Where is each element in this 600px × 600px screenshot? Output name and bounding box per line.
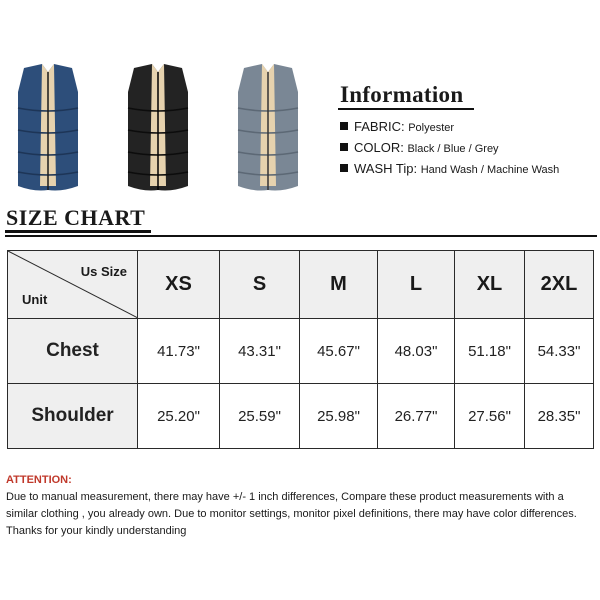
size-chart-divider xyxy=(5,235,597,237)
attention-text: Due to manual measurement, there may have +/- 1 inch differences, Compare these product measurements with a similar clothing , you already own. Due to monitor settings, monitor pixel definitions, there may have color differences. Thanks for your kindly understanding xyxy=(6,491,577,537)
table-cell: 45.67" xyxy=(300,319,378,384)
blue-vest-image xyxy=(2,58,94,194)
table-cell: 28.35" xyxy=(525,384,594,449)
wash-value: Hand Wash / Machine Wash xyxy=(420,164,560,176)
color-info xyxy=(340,140,499,155)
wash-info xyxy=(340,161,559,176)
grey-vest-image xyxy=(222,58,314,194)
size-header: XS xyxy=(138,251,220,319)
chest-row xyxy=(8,319,594,384)
corner-cell xyxy=(8,251,138,319)
wash-label: WASH Tip: xyxy=(354,161,418,176)
table-cell: 51.18" xyxy=(455,319,525,384)
table-cell: 41.73" xyxy=(138,319,220,384)
size-header-row xyxy=(8,251,594,319)
table-cell: 27.56" xyxy=(455,384,525,449)
us-size-label: Us Size xyxy=(80,264,127,279)
fabric-info xyxy=(340,119,454,134)
size-chart-title: SIZE CHART xyxy=(6,205,146,230)
color-value: Black / Blue / Grey xyxy=(407,143,499,155)
table-cell: 54.33" xyxy=(525,319,594,384)
information-title: Information xyxy=(340,82,464,107)
size-header: L xyxy=(378,251,455,319)
diagonal-divider xyxy=(8,251,138,318)
unit-label: Unit xyxy=(22,292,48,307)
information-underline xyxy=(338,108,474,110)
size-header: S xyxy=(220,251,300,319)
table-cell: 48.03" xyxy=(378,319,455,384)
size-chart-table xyxy=(7,250,594,449)
attention-title: ATTENTION: xyxy=(6,474,72,486)
fabric-label: FABRIC: xyxy=(354,119,405,134)
size-header: XL xyxy=(455,251,525,319)
black-vest-image xyxy=(112,58,204,194)
table-cell: 43.31" xyxy=(220,319,300,384)
size-chart-underline xyxy=(5,230,151,233)
color-label: COLOR: xyxy=(354,140,404,155)
size-header: 2XL xyxy=(525,251,594,319)
row-label: Chest xyxy=(8,319,138,384)
table-cell: 25.59" xyxy=(220,384,300,449)
bullet-square-icon xyxy=(340,143,348,151)
fabric-value: Polyester xyxy=(408,122,455,134)
table-cell: 25.98" xyxy=(300,384,378,449)
bullet-square-icon xyxy=(340,164,348,172)
size-header: M xyxy=(300,251,378,319)
table-cell: 25.20" xyxy=(138,384,220,449)
row-label: Shoulder xyxy=(8,384,138,449)
product-images xyxy=(0,58,325,198)
shoulder-row xyxy=(8,384,594,449)
bullet-square-icon xyxy=(340,122,348,130)
table-cell: 26.77" xyxy=(378,384,455,449)
